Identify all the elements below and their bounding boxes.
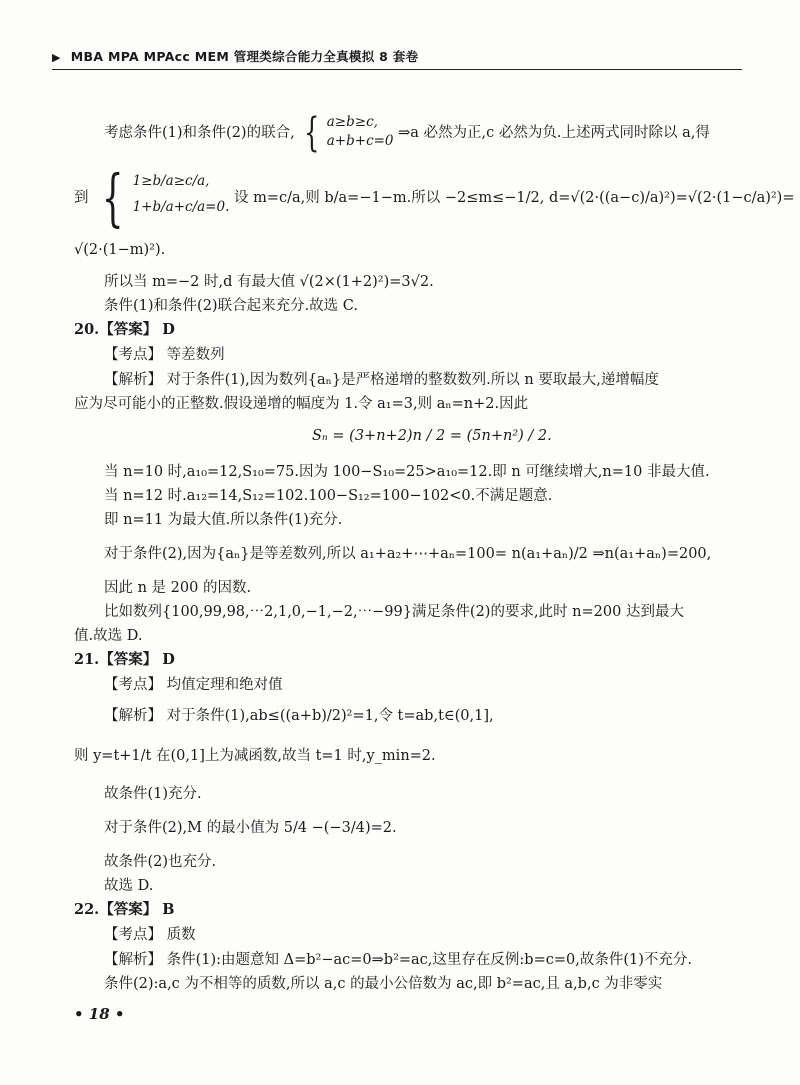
q20-answer: 20.【答案】 D — [74, 321, 175, 338]
triangle-marker-icon: ▶ — [52, 51, 61, 64]
q20-line-5: 即 n=11 为最大值.所以条件(1)充分. — [104, 512, 343, 528]
q20-line-2: 应为尽可能小的正整数.假设递增的幅度为 1.令 a₁=3,则 aₙ=n+2.因此 — [74, 396, 529, 412]
q19-text-2pre: 到 — [74, 190, 89, 206]
q21-answer: 21.【答案】 D — [74, 651, 175, 668]
q21-line-3: 故条件(1)充分. — [104, 786, 202, 802]
q20-line-4: 当 n=12 时.a₁₂=14,S₁₂=102.100−S₁₂=100−102<0.不满足题意. — [104, 488, 553, 504]
q22-line-1: 【解析】 条件(1):由题意知 Δ=b²−ac=0⇒b²=ac,这里存在反例:b=c=0,故条件(1)不充分. — [104, 952, 692, 968]
q19-line-1 — [104, 110, 710, 156]
q22-line-2: 条件(2):a,c 为不相等的质数,所以 a,c 的最小公倍数为 ac,即 b²=ac,且 a,b,c 为非零实 — [104, 976, 663, 992]
q21-line-6: 故选 D. — [104, 878, 154, 894]
brace-icon: { — [304, 110, 320, 156]
q20-line-6: 对于条件(2),因为{aₙ}是等差数列,所以 a₁+a₂+⋯+aₙ=100= n(a₁+aₙ)/2 ⇒n(a₁+aₙ)=200, — [104, 546, 712, 562]
header-title: MBA MPA MPAcc MEM 管理类综合能力全真模拟 8 套卷 — [70, 49, 419, 64]
q22-answer: 22.【答案】 B — [74, 901, 175, 918]
q19-text-1b: ⇒a 必然为正,c 必然为负.上述两式同时除以 a,得 — [398, 125, 710, 141]
q19-line-3 — [74, 240, 165, 260]
q20-line-1: 【解析】 对于条件(1),因为数列{aₙ}是严格递增的整数数列.所以 n 要取最大,递增幅度 — [104, 372, 659, 388]
q19-sys1-row2: a+b+c=0 — [326, 133, 394, 149]
q19-system-1 — [299, 110, 394, 156]
q19-text-3: √(2·(1−m)²). — [74, 242, 166, 258]
q20-line-7: 因此 n 是 200 的因数. — [104, 580, 252, 596]
q21-line-5: 故条件(2)也充分. — [104, 854, 217, 870]
q19-line-4 — [104, 272, 434, 292]
page-number: • 18 • — [74, 1005, 125, 1023]
q20-line-8: 比如数列{100,99,98,⋯2,1,0,−1,−2,⋯−99}满足条件(2)的要求,此时 n=200 达到最大 — [104, 604, 684, 620]
q19-sys2-row2: 1+b/a+c/a=0. — [132, 199, 230, 215]
q19-text-5: 条件(1)和条件(2)联合起来充分.故选 C. — [104, 298, 358, 314]
q19-system-2 — [93, 161, 230, 234]
q19-sys2-row1: 1≥b/a≥c/a, — [132, 173, 210, 189]
q19-line-5 — [104, 296, 358, 316]
q21-line-4: 对于条件(2),M 的最小值为 5/4 −(−3/4)=2. — [104, 820, 397, 836]
running-header — [52, 47, 742, 70]
q19-text-4: 所以当 m=−2 时,d 有最大值 √(2×(1+2)²)=3√2. — [104, 274, 434, 290]
q19-text-2mid: 设 m=c/a,则 b/a=−1−m.所以 −2≤m≤−1/2, d=√(2·((a−c)/a)²)=√(2·(1−c/a)²)= — [233, 190, 795, 206]
q20-formula: Sₙ = (3+n+2)n / 2 = (5n+n²) / 2. — [312, 428, 552, 444]
q21-line-2: 则 y=t+1/t 在(0,1]上为减函数,故当 t=1 时,y_min=2. — [74, 748, 436, 764]
q19-line-2 — [74, 161, 795, 234]
large-brace-icon: { — [101, 161, 124, 234]
q21-point: 【考点】 均值定理和绝对值 — [104, 677, 283, 693]
q22-point: 【考点】 质数 — [104, 927, 196, 943]
q21-line-1: 【解析】 对于条件(1),ab≤((a+b)/2)²=1,令 t=ab,t∈(0,1], — [104, 708, 494, 724]
q20-line-3: 当 n=10 时,a₁₀=12,S₁₀=75.因为 100−S₁₀=25>a₁₀=12.即 n 可继续增大,n=10 非最大值. — [104, 464, 710, 480]
q19-text-1a: 考虑条件(1)和条件(2)的联合, — [104, 125, 295, 141]
q19-sys1-row1: a≥b≥c, — [326, 114, 378, 130]
q20-line-9: 值.故选 D. — [74, 628, 143, 644]
q20-point: 【考点】 等差数列 — [104, 347, 225, 363]
